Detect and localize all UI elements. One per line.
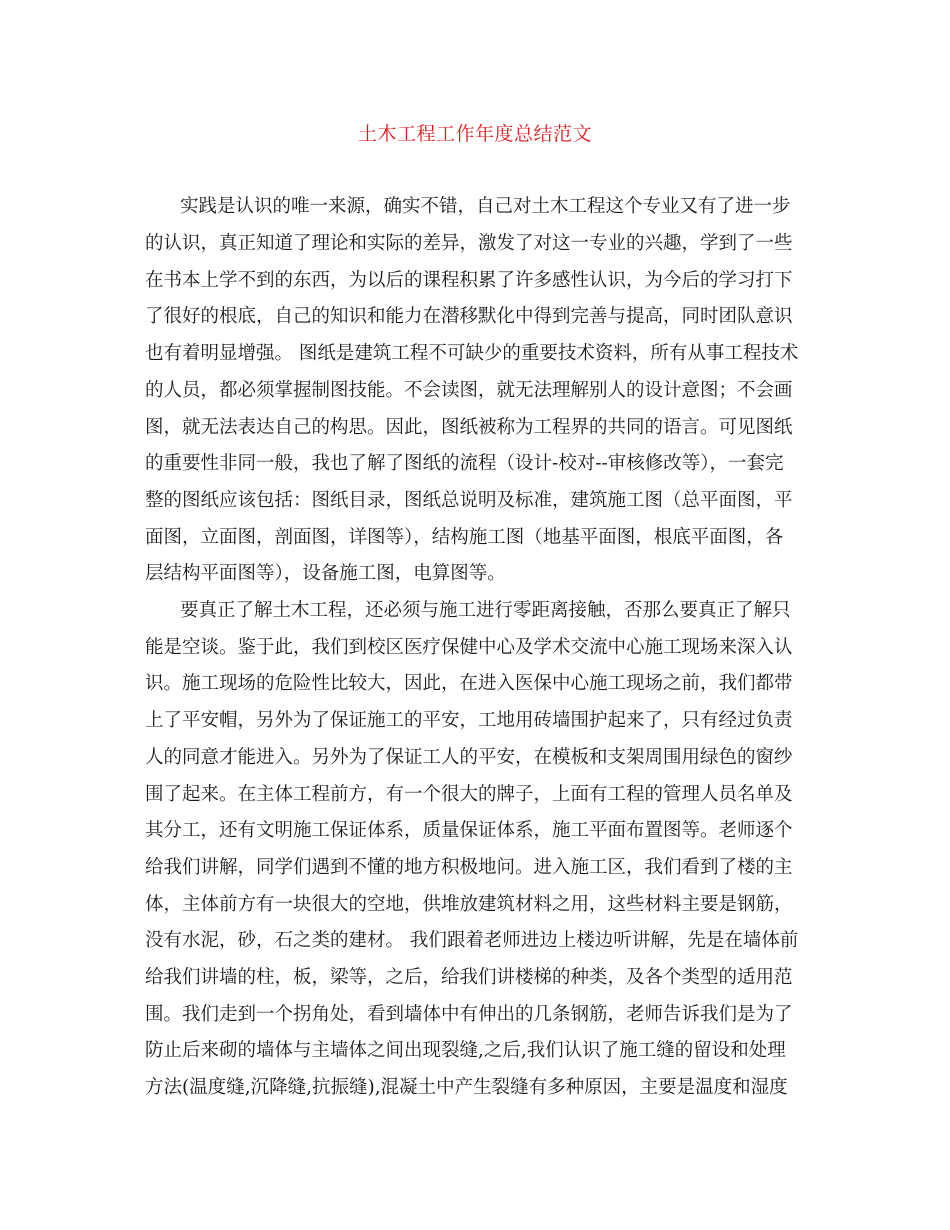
paragraph-line: 围。我们走到一个拐角处，看到墙体中有伸出的几条钢筋，老师告诉我们是为了 — [145, 1004, 793, 1025]
paragraph-line: 在书本上学不到的东西，为以后的课程积累了许多感性认识，为今后的学习打下 — [145, 270, 793, 291]
paragraph-line: 能是空谈。鉴于此，我们到校区医疗保健中心及学术交流中心施工现场来深入认 — [145, 637, 793, 658]
paragraph-line: 其分工，还有文明施工保证体系，质量保证体系，施工平面布置图等。老师逐个 — [145, 820, 793, 841]
paragraph-line: 体，主体前方有一块很大的空地，供堆放建筑材料之用，这些材料主要是钢筋， — [145, 894, 793, 915]
paragraph-line: 防止后来砌的墙体与主墙体之间出现裂缝,之后,我们认识了施工缝的留设和处理 — [145, 1040, 786, 1061]
paragraph-line: 的重要性非同一般，我也了解了图纸的流程（设计-校对--审核修改等），一套完 — [145, 453, 784, 474]
paragraph-line: 图，就无法表达自己的构思。因此，图纸被称为工程界的共同的语言。可见图纸 — [145, 417, 793, 438]
paragraph-line: 上了平安帽，另外为了保证施工的平安，工地用砖墙围护起来了，只有经过负责 — [145, 710, 793, 731]
paragraph-line: 没有水泥，砂，石之类的建材。 我们跟着老师进边上楼边听讲解，先是在墙体前 — [145, 930, 799, 951]
paragraph-line: 了很好的根底，自己的知识和能力在潜移默化中得到完善与提高，同时团队意识 — [145, 306, 793, 327]
paragraph-line: 给我们讲墙的柱，板，梁等，之后，给我们讲楼梯的种类，及各个类型的适用范 — [145, 967, 793, 988]
paragraph-line: 的人员，都必须掌握制图技能。不会读图，就无法理解别人的设计意图；不会画 — [145, 380, 793, 401]
paragraph-line: 识。施工现场的危险性比较大，因此，在进入医保中心施工现场之前，我们都带 — [145, 673, 793, 694]
paragraph-line: 整的图纸应该包括：图纸目录，图纸总说明及标准，建筑施工图（总平面图，平 — [145, 490, 793, 511]
paragraph-line: 要真正了解土木工程，还必须与施工进行零距离接触，否那么要真正了解只 — [180, 600, 791, 621]
paragraph-line: 实践是认识的唯一来源，确实不错，自己对土木工程这个专业又有了进一步 — [180, 196, 791, 217]
paragraph-line: 层结构平面图等），设备施工图，电算图等。 — [145, 563, 506, 584]
document-title: 土木工程工作年度总结范文 — [357, 123, 592, 145]
paragraph-line: 的认识，真正知道了理论和实际的差异，激发了对这一专业的兴趣，学到了一些 — [145, 233, 793, 254]
paragraph-line: 也有着明显增强。 图纸是建筑工程不可缺少的重要技术资料，所有从事工程技术 — [145, 343, 799, 364]
paragraph-line: 人的同意才能进入。另外为了保证工人的平安，在模板和支架周围用绿色的窗纱 — [145, 747, 793, 768]
paragraph-line: 面图，立面图，剖面图，详图等），结构施工图（地基平面图，根底平面图，各 — [145, 527, 784, 548]
paragraph-line: 方法(温度缝,沉降缝,抗振缝),混凝土中产生裂缝有多种原因，主要是温度和湿度 — [145, 1077, 788, 1098]
paragraph-line: 给我们讲解，同学们遇到不懂的地方积极地问。进入施工区，我们看到了楼的主 — [145, 857, 793, 878]
paragraph-line: 围了起来。在主体工程前方，有一个很大的牌子，上面有工程的管理人员名单及 — [145, 784, 793, 805]
